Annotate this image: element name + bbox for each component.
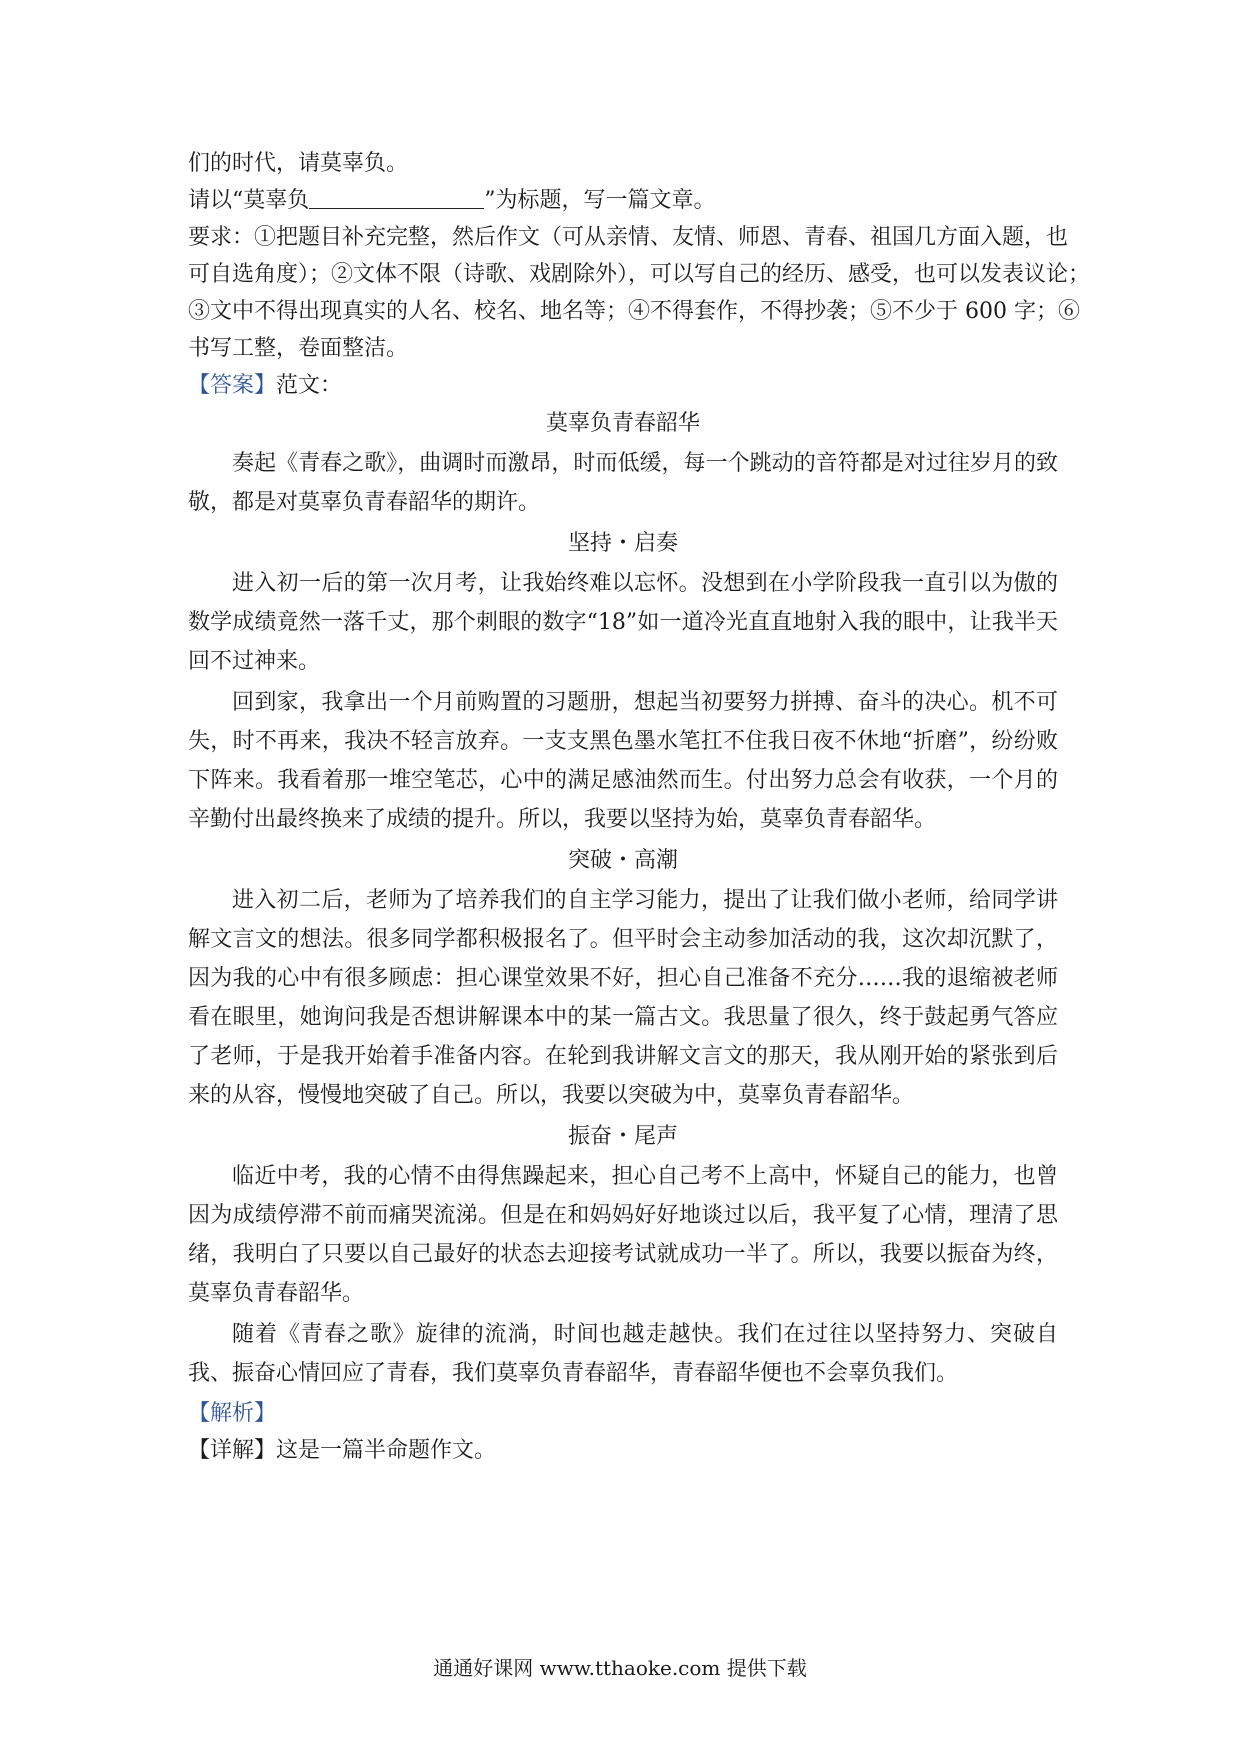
footer-source: 通通好课网 www.tthaoke.com 提供下载 bbox=[433, 1656, 807, 1680]
section-heading-3: 振奋・尾声 bbox=[567, 1124, 678, 1149]
requirement-line-1: 要求：①把题目补充完整，然后作文（可从亲情、友情、师恩、青春、祖国几方面入题，也 bbox=[188, 225, 1069, 250]
prompt-line: 们的时代，请莫辜负。 bbox=[188, 151, 409, 176]
title-prompt-prefix: 请以“莫辜负 bbox=[188, 188, 310, 213]
detail-tag: 【详解】 bbox=[188, 1438, 277, 1463]
requirement-line-3: ③文中不得出现真实的人名、校名、地名等；④不得套作，不得抄袭；⑤不少于 600 字；⑥ bbox=[188, 299, 1080, 324]
essay-title: 莫辜负青春韶华 bbox=[545, 411, 700, 436]
title-prompt-suffix: ”为标题，写一篇文章。 bbox=[484, 188, 716, 213]
essay-paragraph-1: 进入初一后的第一次月考，让我始终难以忘怀。没想到在小学阶段我一直引以为傲的数学成绩竟然一落千丈，那个刺眼的数字“18”如一道冷光直直地射入我的眼中，让我半天回不过神来。 bbox=[188, 571, 1058, 674]
detail-text: 这是一篇半命题作文。 bbox=[276, 1438, 497, 1463]
analysis-label: 【解析】 bbox=[188, 1401, 277, 1426]
detail-line bbox=[188, 1432, 1058, 1469]
analysis-tag bbox=[188, 1395, 1058, 1432]
answer-line bbox=[188, 367, 1058, 404]
requirement-line-2: 可自选角度）；②文体不限（诗歌、戏剧除外），可以写自己的经历、感受，也可以发表议论； bbox=[188, 262, 1091, 287]
essay-intro: 奏起《青春之歌》，曲调时而激昂，时而低缓，每一个跳动的音符都是对过往岁月的致敬，都是对莫辜负青春韶华的期许。 bbox=[188, 451, 1058, 515]
requirement-line-4: 书写工整，卷面整洁。 bbox=[188, 336, 409, 361]
answer-tag: 【答案】 bbox=[188, 373, 277, 398]
answer-text: 范文： bbox=[276, 373, 343, 398]
fill-in-blank bbox=[309, 188, 484, 209]
section-heading-2: 突破・高潮 bbox=[567, 848, 678, 873]
essay-paragraph-4: 临近中考，我的心情不由得焦躁起来，担心自己考不上高中，怀疑自己的能力，也曾因为成绩停滞不前而痛哭流涕。但是在和妈妈好好地谈过以后，我平复了心情，理清了思绪，我明白了只要以自己最好的状态去迎接考试就成功一半了。所以，我要以振奋为终，莫辜负青春韶华。 bbox=[188, 1164, 1058, 1306]
title-prompt-line bbox=[188, 182, 1058, 219]
section-heading-1: 坚持・启奏 bbox=[567, 531, 678, 556]
essay-paragraph-5: 随着《青春之歌》旋律的流淌，时间也越走越快。我们在过往以坚持努力、突破自我、振奋心情回应了青春，我们莫辜负青春韶华，青春韶华便也不会辜负我们。 bbox=[188, 1322, 1058, 1386]
document-body bbox=[188, 145, 1091, 1469]
essay-paragraph-2: 回到家，我拿出一个月前购置的习题册，想起当初要努力拼搏、奋斗的决心。机不可失，时不再来，我决不轻言放弃。一支支黑色墨水笔扛不住我日夜不休地“折磨”，纷纷败下阵来。我看着那一堆空笔芯，心中的满足感油然而生。付出努力总会有收获，一个月的辛勤付出最终换来了成绩的提升。所以，我要以坚持为始，莫辜负青春韶华。 bbox=[188, 690, 1058, 832]
essay-paragraph-3: 进入初二后，老师为了培养我们的自主学习能力，提出了让我们做小老师，给同学讲解文言文的想法。很多同学都积极报名了。但平时会主动参加活动的我，这次却沉默了，因为我的心中有很多顾虑：担心课堂效果不好，担心自己准备不充分……我的退缩被老师看在眼里，她询问我是否想讲解课本中的某一篇古文。我思量了很久，终于鼓起勇气答应了老师，于是我开始着手准备内容。在轮到我讲解文言文的那天，我从刚开始的紧张到后来的从容，慢慢地突破了自己。所以，我要以突破为中，莫辜负青春韶华。 bbox=[188, 888, 1058, 1108]
